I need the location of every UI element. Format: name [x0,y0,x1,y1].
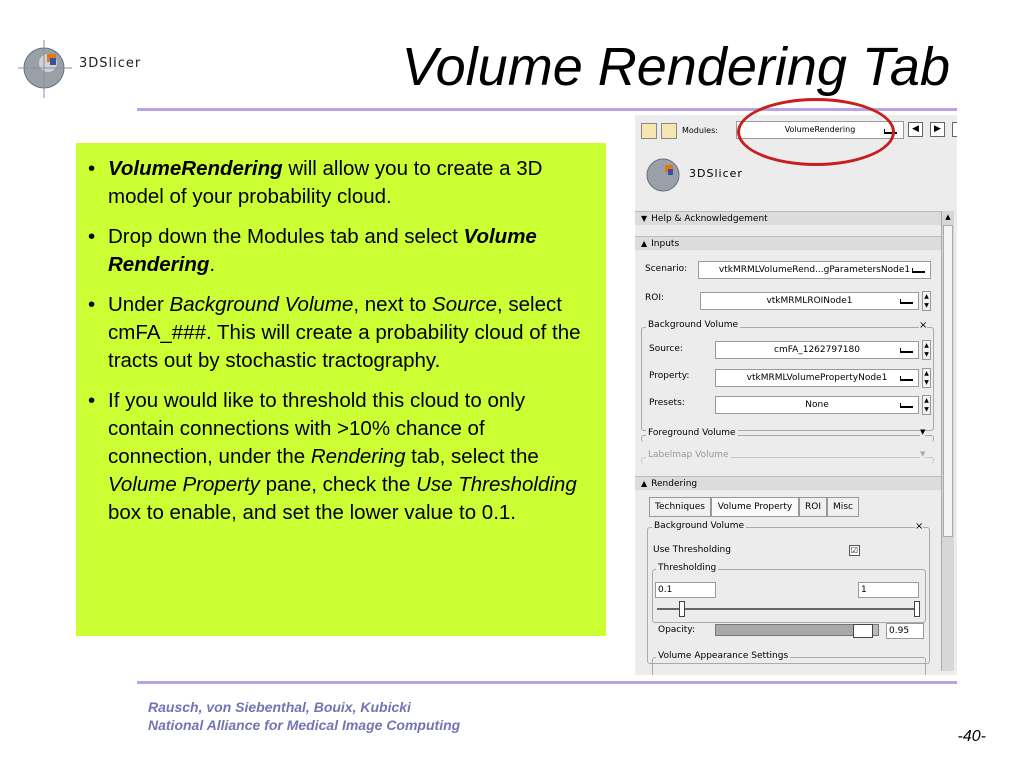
inputs-section-header[interactable] [635,236,941,250]
presets-label: Presets: [649,398,685,408]
threshold-range-track [657,608,917,610]
footer-credits [148,698,460,734]
opacity-fill [716,625,853,635]
tab-techniques-label: Techniques [654,502,705,512]
close-icon[interactable]: × [915,521,924,532]
dropdown-arrow-icon [900,403,913,408]
page-number: -40- [957,728,986,745]
source-spinner[interactable]: ▲ ▼ [922,340,931,360]
scenario-label: Scenario: [645,264,688,274]
opacity-handle[interactable] [853,624,873,638]
dropdown-arrow-icon [912,268,925,273]
labelmap-volume-title[interactable]: Labelmap Volume [648,450,729,460]
dropdown-arrow-icon [900,299,913,304]
source-label: Source: [649,344,683,354]
collapse-arrow-icon: ▼ [641,214,648,223]
presets-value: None [805,400,829,410]
slicer-volume-rendering-panel [635,115,957,675]
background-volume-title: Background Volume [648,320,739,330]
instructions-box [76,143,606,636]
close-icon[interactable]: × [919,320,928,331]
chevron-down-icon[interactable]: ▼ [920,450,926,458]
bullet4-em3: Use Thresholding [416,473,577,496]
prev-module-button[interactable] [908,122,923,137]
source-value: cmFA_1262797180 [774,345,860,355]
help-section-label: Help & Acknowledgement [651,214,768,224]
expand-arrow-icon: ▲ [641,479,648,488]
bullet3-post: , select cmFA_###. This will create a probability cloud of the tracts out by stochastic tractography. [108,293,581,372]
source-dropdown[interactable] [715,341,919,359]
logo-text: 3DSlicer [79,56,142,71]
bullet4-mid2: pane, check the [259,473,417,496]
rendering-section-label: Rendering [651,479,698,489]
panel-logo-icon [641,153,685,197]
volume-property-bg-title: Background Volume [654,521,745,531]
module-history-button[interactable] [952,122,957,137]
bullet4-em2: Volume Property [108,473,260,496]
tab-roi-label: ROI [805,502,821,512]
roi-value: vtkMRMLROINode1 [766,296,853,306]
property-dropdown[interactable] [715,369,919,387]
threshold-lower-input[interactable]: 0.1 [655,582,716,598]
home-icon[interactable] [641,123,657,139]
instructions-list [88,155,592,527]
bullet1-text: will allow you to create a 3D model of your probability cloud. [108,157,543,208]
bullet1-bold: VolumeRendering [108,157,283,180]
bullet3-em1: Background Volume [169,293,354,316]
dropdown-arrow-icon [900,348,913,353]
panel-logo-text: 3DSlicer [689,167,743,180]
bullet-volumerendering [88,155,592,211]
bottom-divider [137,681,957,684]
slide-title: Volume Rendering Tab [401,37,950,97]
scenario-value: vtkMRMLVolumeRend...gParametersNode1 [718,265,911,275]
volume-appearance-title[interactable]: Volume Appearance Settings [658,651,789,661]
opacity-label: Opacity: [658,625,695,635]
tab-misc[interactable] [827,497,859,517]
tab-roi[interactable] [799,497,827,517]
modules-highlight-circle [737,98,895,166]
footer-organization: National Alliance for Medical Image Computing [148,717,461,733]
threshold-lower-handle[interactable] [679,601,685,617]
property-value: vtkMRMLVolumePropertyNode1 [746,373,888,383]
scenario-dropdown[interactable] [698,261,931,279]
tab-volume-property[interactable] [711,497,799,517]
dropdown-arrow-icon [900,376,913,381]
use-thresholding-checkbox[interactable]: ☑ [850,546,859,555]
bullet2-bold: Volume Rendering [108,225,537,276]
bullet4-pre: If you would like to threshold this cloud to only contain connections with >10% chance of connection, under the [108,389,526,468]
slicer-logo-icon [14,34,78,104]
left-arrow-icon: ◀ [912,124,919,134]
inputs-section-label: Inputs [651,239,680,249]
right-arrow-icon: ▶ [934,124,941,134]
opacity-slider[interactable] [715,624,879,636]
3dslicer-logo [14,34,144,104]
bullet2-end: . [209,253,216,276]
presets-dropdown[interactable] [715,396,919,414]
bullet3-pre: Under [108,293,170,316]
roi-label: ROI: [645,293,665,303]
tab-misc-label: Misc [833,502,853,512]
property-label: Property: [649,371,690,381]
chevron-down-icon[interactable]: ▼ [920,428,926,436]
foreground-volume-title[interactable]: Foreground Volume [648,428,736,438]
scroll-up-icon[interactable]: ▲ [945,213,951,221]
bullet4-post: box to enable, and set the lower value to 0.1. [108,501,516,524]
help-section-header[interactable] [635,211,941,225]
footer-authors: Rausch, von Siebenthal, Bouix, Kubicki [148,699,411,715]
bullet-background-volume [88,291,592,375]
property-spinner[interactable]: ▲ ▼ [922,368,931,388]
bullet-modules [88,223,592,279]
bullet2-text: Drop down the Modules tab and select [108,225,464,248]
use-thresholding-label: Use Thresholding [653,545,731,555]
scrollbar-thumb[interactable] [943,225,953,537]
tab-techniques[interactable] [649,497,711,517]
presets-spinner[interactable]: ▲ ▼ [922,395,931,415]
expand-arrow-icon: ▲ [641,239,648,248]
thresholding-title: Thresholding [658,563,717,573]
bullet-thresholding [88,387,592,527]
threshold-upper-handle[interactable] [914,601,920,617]
tab-volume-property-label: Volume Property [717,502,793,512]
modules-label: Modules: [682,126,718,135]
modules-dropdown-value: VolumeRendering [784,125,856,134]
panel-scrollbar[interactable] [941,211,954,671]
bullet3-em2: Source [432,293,497,316]
bullet3-mid: , next to [353,293,433,316]
roi-dropdown[interactable] [700,292,919,310]
next-module-button[interactable] [930,122,945,137]
rendering-section-header[interactable] [635,476,941,490]
roi-spinner[interactable]: ▲ ▼ [922,291,931,311]
panel-logo [641,153,741,197]
folder-icon[interactable] [661,123,677,139]
bullet4-em1: Rendering [310,445,406,468]
opacity-value-input[interactable]: 0.95 [886,623,924,639]
threshold-upper-input[interactable]: 1 [858,582,919,598]
bullet4-mid1: tab, select the [405,445,539,468]
